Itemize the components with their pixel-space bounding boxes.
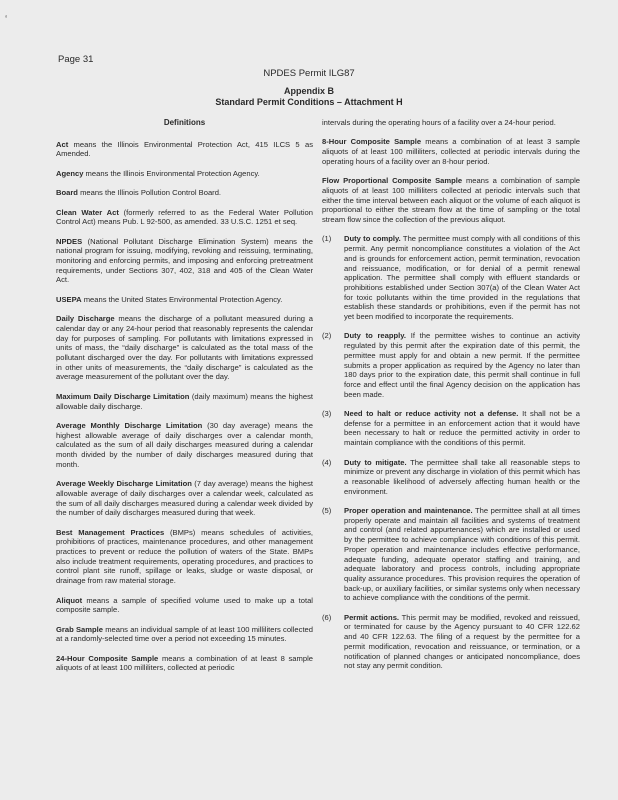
condition-text [344,234,580,321]
definition-text: means a combination of sample aliquots of at least 100 milliliters collected at periodic intervals such that either the time interval between each aliquot or the volume of each aliquot is proportional to either the stream flow at the time of sampling or the total stream flow since the collection of the previous aliquot. [322,176,580,224]
definition-text: (daily maximum) means the highest allowable daily discharge. [56,391,313,411]
condition-item [322,506,580,603]
condition-title: Permit actions. [344,612,400,622]
condition-text [344,409,580,448]
condition-body: It shall not be a defense for a permittee in an enforcement action that it would have been necessary to halt or reduce the permitted activity in order to maintain compliance with the conditions of this permit. [344,409,580,448]
appendix-heading [0,86,618,108]
definition-text: means the discharge of a pollutant measured during a calendar day or any 24-hour period that reasonably represents the calendar day for purposes of sampling. For pollutants with limitations expressed in units of mass, the “daily discharge” is calculated as the total mass of the pollutant discharged over the day. For pollutants with limitations expressed in other units of measurements, the “daily discharge” is calculated as the average measurement of the pollutant over the day. [56,314,313,382]
definition-paragraph [322,118,580,128]
condition-text [344,458,580,497]
condition-number: (5) [322,506,332,516]
definition-paragraph [56,596,313,615]
condition-title: Duty to comply. [344,234,401,244]
definition-text: means a sample of specified volume used to make up a total composite sample. [56,595,313,615]
condition-number: (2) [322,331,332,341]
definition-paragraph [56,169,313,179]
definition-paragraph [56,237,313,286]
definition-text: (National Pollutant Discharge Elimination System) means the national program for issuing, modifying, revoking and reissuing, terminating, monitoring and enforcing permits, and imposing and enforcing pretreatment requirements, under Sections 307, 402, 318 and 405 of the Clean Water Act. [56,236,313,285]
definition-paragraph [56,188,313,198]
right-column [322,118,580,681]
definition-term: Board [56,188,78,198]
appendix-subtitle: Standard Permit Conditions – Attachment H [215,97,403,107]
definition-term: Best Management Practices [56,527,165,537]
definition-paragraph [56,208,313,227]
definition-text: means a combination of at least 8 sample aliquots of at least 100 milliliters, collected at periodic [56,653,313,673]
definition-paragraph [56,140,313,159]
condition-item [322,613,580,671]
condition-number: (6) [322,612,332,622]
condition-title: Duty to reapply. [344,331,407,341]
definition-term: Act [56,139,69,149]
definition-paragraph [56,392,313,411]
definition-paragraph [56,421,313,470]
condition-body: The permittee must comply with all conditions of this permit. Any permit noncompliance constitutes a violation of the Act and is grounds for enforcement action, permit termination, revocation and reissuance, modification, or for denial of a permit renewal application. The permittee shall comply with effluent standards or prohibitions established under Section 307(a) of the Clean Water Act for toxic pollutants within the time provided in the regulations that establish these standards or prohibitions, even if the permit has not yet been modified to incorporate the requirements. [344,234,580,322]
definition-text: means the United States Environmental Protection Agency. [81,294,283,304]
definition-term: Flow Proportional Composite Sample [322,176,463,186]
definition-paragraph [56,479,313,518]
condition-item [322,331,580,399]
condition-body: If the permittee wishes to continue an activity regulated by this permit after the expiration date of this permit, the permittee must apply for and obtain a new permit. If the permittee submits a proper application as required by the Agency no later than 180 days prior to the expiration date, this permit shall continue in full force and effect until the final Agency decision on the application has been made. [344,331,580,399]
left-definitions [56,140,313,673]
condition-title: Duty to mitigate. [344,457,407,467]
definition-text: intervals during the operating hours of a facility over a 24-hour period. [322,118,556,127]
definition-term: Average Weekly Discharge Limitation [56,479,192,489]
condition-title: Proper operation and maintenance. [344,506,473,516]
definition-term: Agency [56,168,84,178]
definition-term: 24-Hour Composite Sample [56,653,159,663]
definition-text: means the Illinois Environmental Protection Act, 415 ILCS 5 as Amended. [56,139,313,159]
corner-mark: ‘ [5,14,8,25]
definition-paragraph [56,654,313,673]
definition-term: Maximum Daily Discharge Limitation [56,391,190,401]
definition-term: Aliquot [56,595,83,605]
conditions-list [322,234,580,671]
page-number: Page 31 [58,54,94,65]
right-definitions [322,118,580,225]
definition-paragraph [56,625,313,644]
definition-term: 8-Hour Composite Sample [322,137,422,147]
permit-id: NPDES Permit ILG87 [263,68,355,79]
definition-term: Daily Discharge [56,314,115,324]
condition-text [344,331,580,399]
definition-text: (7 day average) means the highest allowable average of daily discharges over a calendar week, calculated as the sum of all daily discharges measured during a calendar week divided by the number of daily discharges measured during that week. [56,479,313,518]
condition-text [344,506,580,603]
definition-text: (30 day average) means the highest allowable average of daily discharges over a calendar month, calculated as the sum of all daily discharges measured during a calendar month divided by the number of daily discharges measured during that month. [56,420,313,469]
appendix-title: Appendix B [283,86,334,96]
definition-term: Clean Water Act [56,207,119,217]
condition-item [322,409,580,448]
left-column [56,118,313,683]
definition-text: means the Illinois Environmental Protection Agency. [83,168,260,178]
condition-item [322,234,580,321]
definition-text: means the Illinois Pollution Control Board. [77,188,222,198]
condition-title: Need to halt or reduce activity not a defense. [344,409,519,419]
definitions-heading: Definitions [163,118,206,127]
definition-term: USEPA [56,294,82,304]
definition-paragraph [56,314,313,382]
condition-text [344,613,580,671]
condition-number: (1) [322,234,332,244]
definition-term: Grab Sample [56,624,103,634]
definition-paragraph [322,137,580,166]
definition-text: (formerly referred to as the Federal Water Pollution Control Act) means Pub. L 92-500, as amended. 33 U.S.C. 1251 et seq. [56,207,313,227]
condition-body: The permittee shall at all times properly operate and maintain all facilities and systems of treatment and control (and related appurtenances) which are installed or used by the permittee to achieve compliance with conditions of this permit. Proper operation and maintenance includes effective performance, adequate funding, adequate operator staffing and training, and adequate laboratory and process controls, including appropriate quality assurance procedures. This provision requires the operation of back-up, or auxiliary facilities, or similar systems only when necessary to achieve compliance with the conditions of the permit. [344,506,580,603]
condition-number: (4) [322,457,332,467]
definition-paragraph [56,295,313,305]
definition-text: means an individual sample of at least 100 milliliters collected at a randomly-selected time over a period not exceeding 15 minutes. [56,624,313,644]
definition-term: Average Monthly Discharge Limitation [56,420,203,430]
condition-item [322,458,580,497]
condition-body: This permit may be modified, revoked and reissued, or terminated for cause by the Agency pursuant to 40 CFR 122.62 and 40 CFR 122.63. The filing of a request by the permittee for a permit modification, revocation and reissuance, or termination, or a notification of planned changes or anticipated noncompliance, does not stay any permit condition. [344,612,580,671]
definition-paragraph [56,528,313,586]
condition-number: (3) [322,409,332,419]
definition-paragraph [322,176,580,225]
condition-body: The permittee shall take all reasonable steps to minimize or prevent any discharge in violation of this permit which has a reasonable likelihood of adversely affecting human health or the environment. [344,457,580,496]
definition-text: means a combination of at least 3 sample aliquots of at least 100 milliliters, collected at periodic intervals during the operating hours of a facility over an 8-hour period. [322,137,581,166]
definition-term: NPDES [56,236,83,246]
definition-text: (BMPs) means schedules of activities, prohibitions of practices, maintenance procedures, and other management practices to prevent or reduce the pollution of waters of the State. BMPs also include treatment requirements, operating procedures, and practices to control plant site runoff, spillage or leaks, sludge or waste disposal, or drainage from raw material storage. [56,527,313,586]
